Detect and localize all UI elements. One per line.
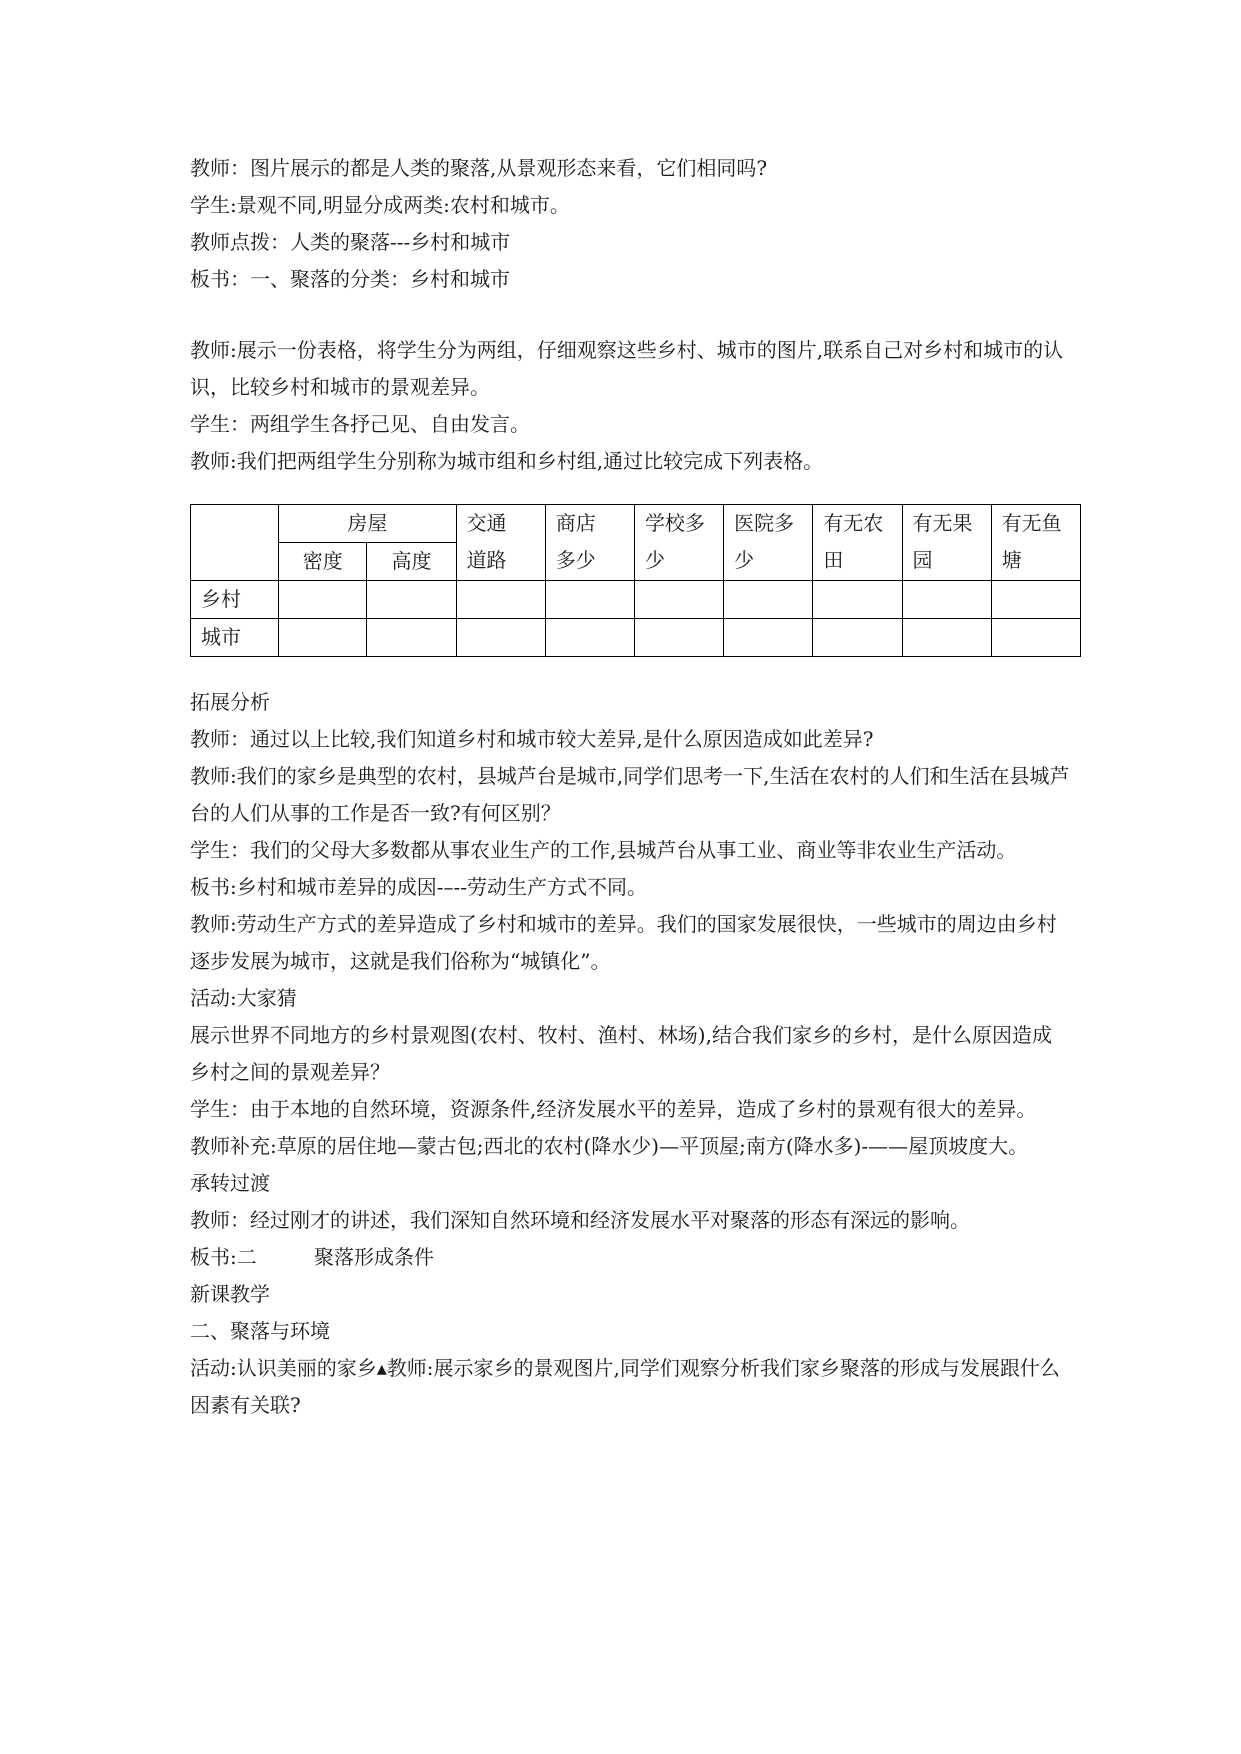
paragraph: 教师：通过以上比较,我们知道乡村和城市较大差异,是什么原因造成如此差异? <box>190 727 874 751</box>
header-house: 房屋 <box>279 505 456 543</box>
header-shops: 商店 多少 <box>545 505 634 581</box>
row-label-city: 城市 <box>191 619 279 657</box>
paragraph: 学生：两组学生各抒己见、自由发言。 <box>190 412 530 436</box>
table-cell <box>634 619 723 657</box>
table-cell <box>456 619 545 657</box>
header-height: 高度 <box>367 543 456 581</box>
table-cell <box>724 581 813 619</box>
paragraph: 学生：我们的父母大多数都从事农业生产的工作,县城芦台从事工业、商业等非农业生产活动。 <box>190 838 1017 862</box>
table-cell <box>991 619 1080 657</box>
header-farmland: 有无农 田 <box>813 505 902 581</box>
table-cell <box>279 619 367 657</box>
paragraph: 教师补充:草原的居住地—蒙古包;西北的农村(降水少)—平顶屋;南方(降水多)-——屋顶坡度大。 <box>190 1134 1029 1158</box>
row-label-village: 乡村 <box>191 581 279 619</box>
table-cell <box>456 581 545 619</box>
header-hospitals: 医院多 少 <box>724 505 813 581</box>
spacer <box>190 298 1070 332</box>
paragraph: 教师点拨：人类的聚落---乡村和城市 <box>190 230 511 254</box>
paragraph: 教师:我们的家乡是典型的农村，县城芦台是城市,同学们思考一下,生活在农村的人们和生活在县城芦台的人们从事的工作是否一致?有何区别？ <box>190 764 1070 825</box>
paragraph: 教师：经过刚才的讲述，我们深知自然环境和经济发展水平对聚落的形态有深远的影响。 <box>190 1208 970 1232</box>
paragraph: 教师:展示一份表格，将学生分为两组，仔细观察这些乡村、城市的图片,联系自己对乡村和城市的认识，比较乡村和城市的景观差异。 <box>190 338 1064 399</box>
paragraph: 活动:大家猜 <box>190 986 297 1010</box>
section-heading: 二、聚落与环境 <box>190 1319 330 1343</box>
table-cell <box>279 581 367 619</box>
paragraph: 板书:二 聚落形成条件 <box>190 1245 434 1269</box>
table-cell <box>367 619 456 657</box>
header-density: 密度 <box>279 543 367 581</box>
header-roads: 交通 道路 <box>456 505 545 581</box>
paragraph: 活动:认识美丽的家乡▴教师:展示家乡的景观图片,同学们观察分析我们家乡聚落的形成与发展跟什么因素有关联? <box>190 1356 1060 1417</box>
section-heading: 承转过渡 <box>190 1171 270 1195</box>
paragraph: 学生：由于本地的自然环境，资源条件,经济发展水平的差异，造成了乡村的景观有很大的差异。 <box>190 1097 1037 1121</box>
header-orchard: 有无果 园 <box>902 505 991 581</box>
paragraph: 教师:我们把两组学生分别称为城市组和乡村组,通过比较完成下列表格。 <box>190 449 824 473</box>
table-cell <box>813 581 902 619</box>
header-schools: 学校多 少 <box>634 505 723 581</box>
table-cell <box>724 619 813 657</box>
table-cell <box>545 581 634 619</box>
section-heading: 新课教学 <box>190 1282 270 1306</box>
document-page <box>190 150 1070 1424</box>
table-cell <box>367 581 456 619</box>
table-cell <box>545 619 634 657</box>
table-cell <box>902 581 991 619</box>
paragraph: 学生:景观不同,明显分成两类:农村和城市。 <box>190 193 570 217</box>
paragraph: 板书：一、聚落的分类：乡村和城市 <box>190 267 510 291</box>
table-row <box>191 581 1081 619</box>
paragraph: 教师：图片展示的都是人类的聚落,从景观形态来看，它们相同吗? <box>190 156 768 180</box>
table-cell <box>634 581 723 619</box>
table-cell <box>813 619 902 657</box>
table-row <box>191 619 1081 657</box>
table-cell <box>991 581 1080 619</box>
paragraph: 板书:乡村和城市差异的成因-–--劳动生产方式不同。 <box>190 875 648 899</box>
section-heading: 拓展分析 <box>190 690 270 714</box>
paragraph: 教师:劳动生产方式的差异造成了乡村和城市的差异。我们的国家发展很快，一些城市的周边由乡村逐步发展为城市，这就是我们俗称为“城镇化”。 <box>190 912 1057 973</box>
table-corner-cell <box>191 505 279 581</box>
table-cell <box>902 619 991 657</box>
comparison-table <box>190 504 1081 657</box>
header-fishpond: 有无鱼 塘 <box>991 505 1080 581</box>
paragraph: 展示世界不同地方的乡村景观图(农村、牧村、渔村、林场),结合我们家乡的乡村，是什么原因造成乡村之间的景观差异？ <box>190 1023 1052 1084</box>
